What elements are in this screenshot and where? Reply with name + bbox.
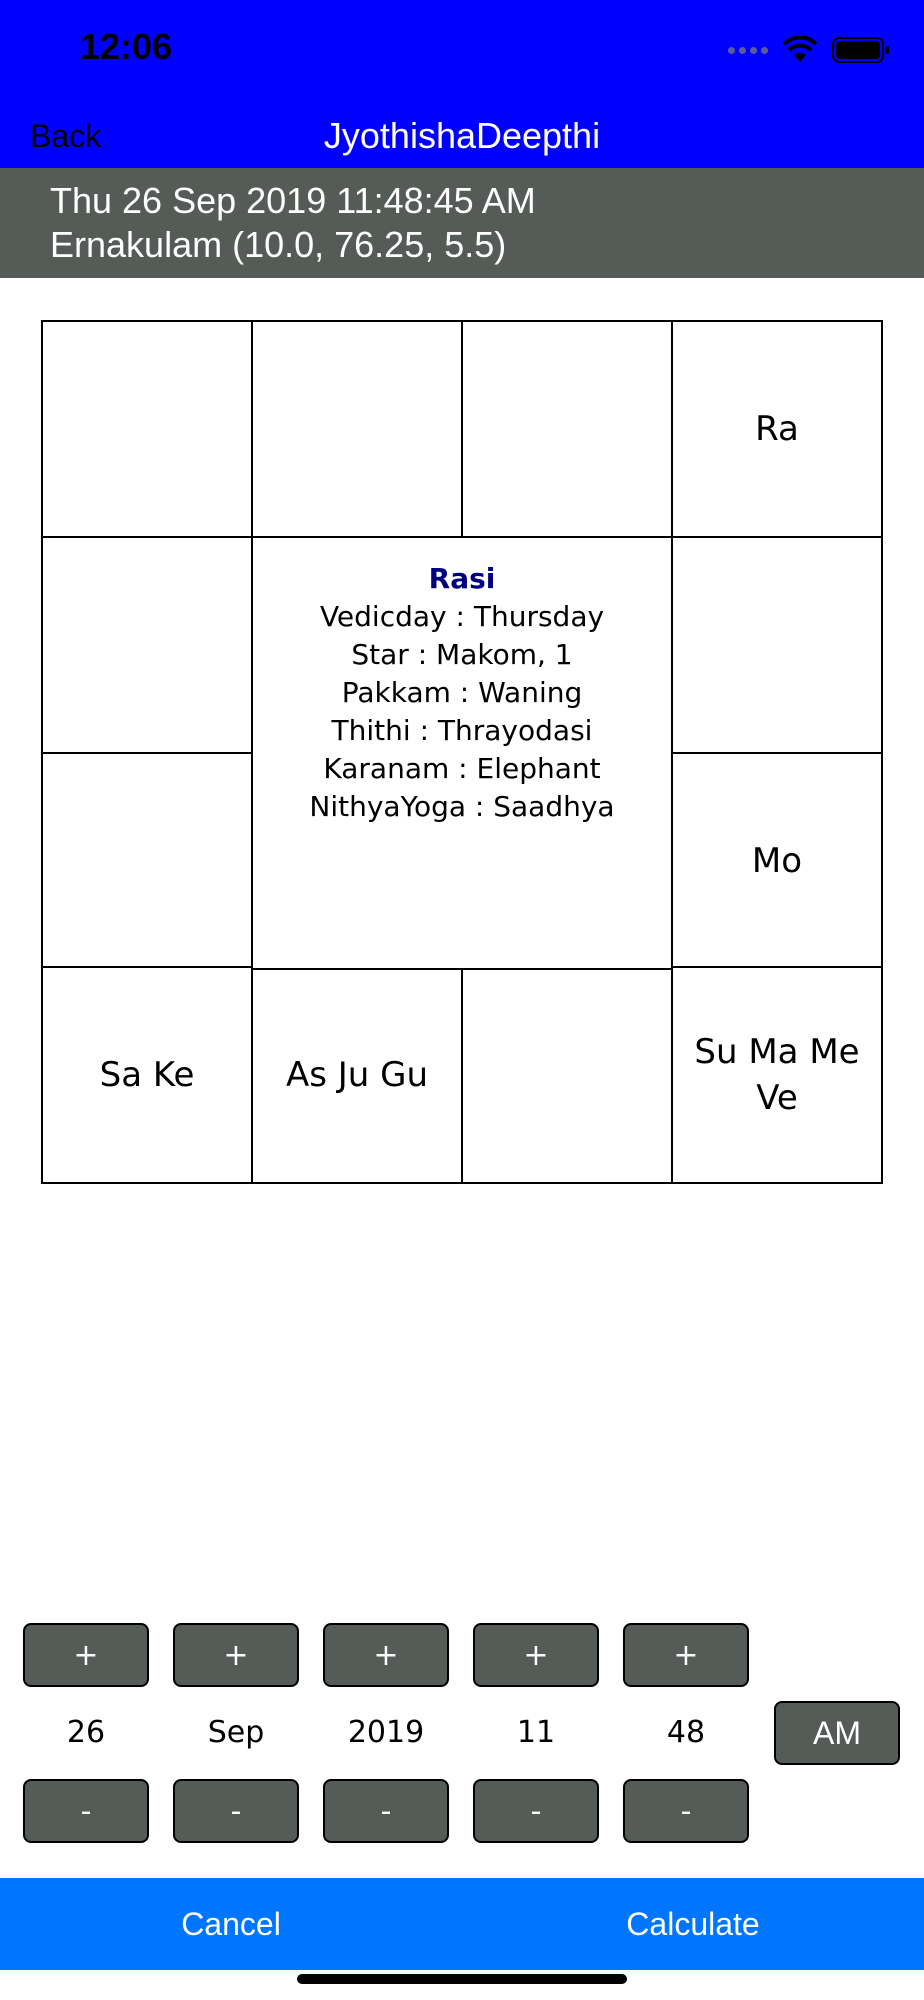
month-decrement-button[interactable]: -	[173, 1779, 299, 1843]
month-increment-button[interactable]: +	[173, 1623, 299, 1687]
rasi-chart	[41, 320, 883, 1184]
info-bar	[0, 168, 924, 278]
house-cell	[41, 536, 253, 754]
hour-value: 11	[516, 1715, 556, 1750]
location-text: Ernakulam (10.0, 76.25, 5.5)	[50, 224, 507, 265]
status-icons	[728, 34, 890, 66]
month-value: Sep	[207, 1715, 265, 1750]
day-increment-button[interactable]: +	[23, 1623, 149, 1687]
home-indicator	[297, 1974, 627, 1984]
cellular-signal-icon	[728, 47, 768, 54]
chart-title: Rasi	[428, 562, 496, 595]
year-increment-button[interactable]: +	[323, 1623, 449, 1687]
house-cell: Mo	[671, 752, 883, 970]
bottom-action-bar	[0, 1878, 924, 1970]
ampm-toggle-button[interactable]: AM	[774, 1701, 900, 1765]
back-button[interactable]: Back	[30, 118, 102, 154]
status-time: 12:06	[80, 26, 173, 67]
house-cell	[671, 536, 883, 754]
house-cell: Su Ma Me Ve	[671, 966, 883, 1184]
house-cell: Sa Ke	[41, 966, 253, 1184]
house-cell	[461, 320, 673, 538]
detail-line: NithyaYoga : Saadhya	[309, 790, 615, 823]
year-decrement-button[interactable]: -	[323, 1779, 449, 1843]
page-title: JyothishaDeepthi	[323, 115, 601, 156]
chart-center-details	[251, 536, 673, 970]
house-cell	[251, 320, 463, 538]
house-cell	[461, 966, 673, 1184]
detail-line: Thithi : Thrayodasi	[331, 714, 593, 747]
status-bar	[0, 0, 924, 104]
house-cell: As Ju Gu	[251, 966, 463, 1184]
house-cell: Ra	[671, 320, 883, 538]
detail-line: Vedicday : Thursday	[319, 600, 605, 633]
day-decrement-button[interactable]: -	[23, 1779, 149, 1843]
minute-increment-button[interactable]: +	[623, 1623, 749, 1687]
detail-line: Karanam : Elephant	[323, 752, 601, 785]
house-cell	[41, 320, 253, 538]
year-value: 2019	[347, 1715, 425, 1750]
calculate-button[interactable]: Calculate	[626, 1906, 760, 1942]
minute-decrement-button[interactable]: -	[623, 1779, 749, 1843]
house-cell	[41, 752, 253, 970]
detail-line: Pakkam : Waning	[341, 676, 583, 709]
minute-value: 48	[666, 1715, 706, 1750]
datetime-text: Thu 26 Sep 2019 11:48:45 AM	[50, 180, 536, 221]
battery-icon	[832, 36, 890, 64]
nav-bar	[0, 104, 924, 168]
cancel-button[interactable]: Cancel	[181, 1906, 281, 1942]
detail-line: Star : Makom, 1	[351, 638, 573, 671]
hour-decrement-button[interactable]: -	[473, 1779, 599, 1843]
day-value: 26	[66, 1715, 106, 1750]
wifi-icon	[782, 36, 818, 64]
hour-increment-button[interactable]: +	[473, 1623, 599, 1687]
